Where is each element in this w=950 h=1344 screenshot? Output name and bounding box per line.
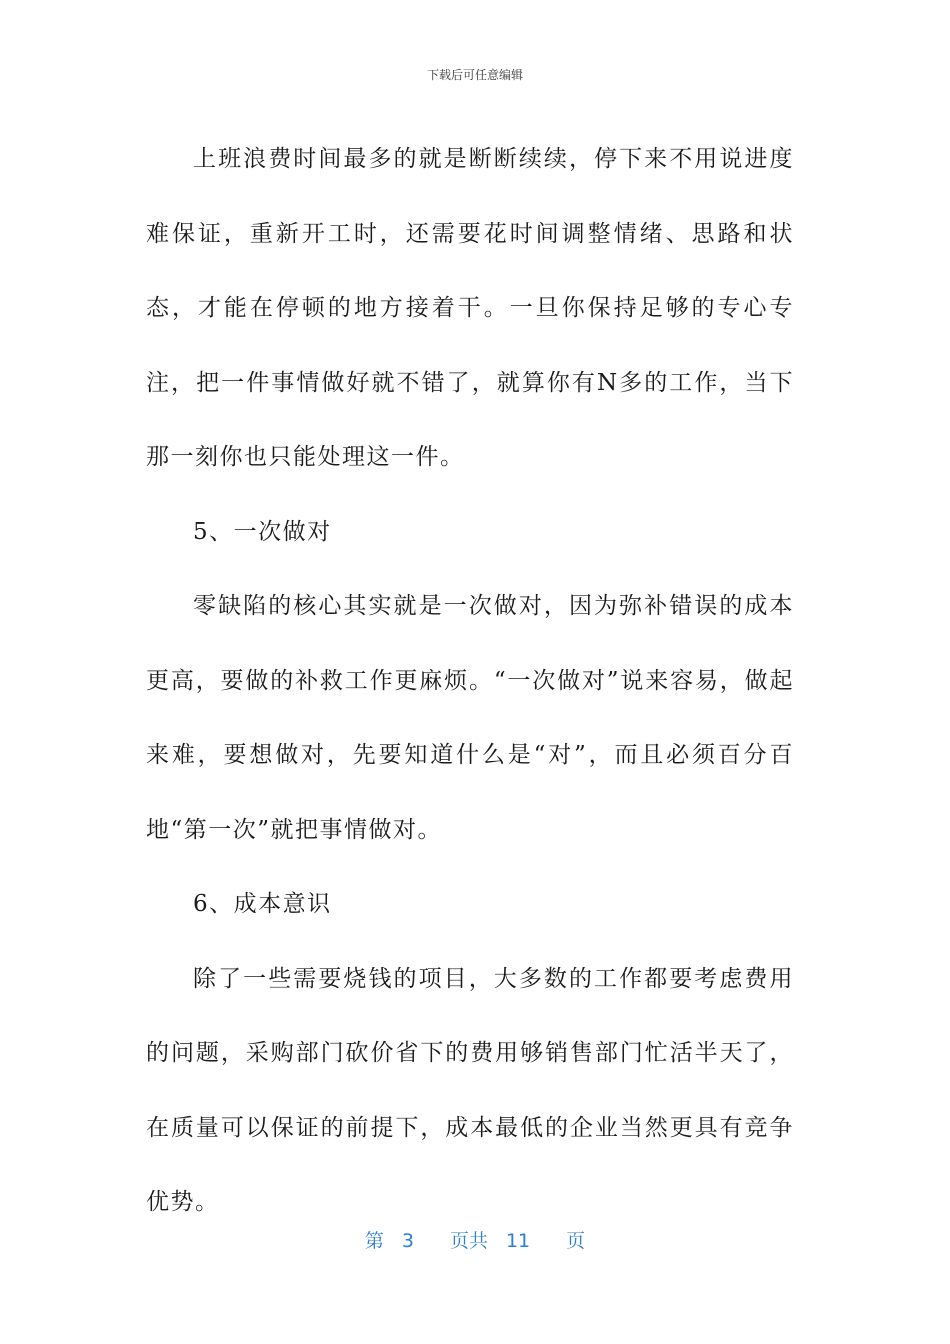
heading-do-it-right: 5、一次做对 xyxy=(193,518,332,545)
document-body xyxy=(146,122,794,1240)
footer-prefix: 第 xyxy=(364,1230,384,1252)
page-footer xyxy=(0,1226,950,1253)
header-note: 下载后可任意编辑 xyxy=(426,68,523,82)
heading-cost-awareness: 6、成本意识 xyxy=(193,891,332,917)
footer-total-pages: 11 xyxy=(505,1230,531,1252)
paragraph-cost: 除了一些需要烧钱的项目，大多数的工作都要考虑费用的问题，采购部门砍价省下的费用够销售部门忙活半天了，在质量可以保证的前提下，成本最低的企业当然更具有竞争优势。 xyxy=(146,965,794,1215)
paragraph-zero-defects: 零缺陷的核心其实就是一次做对，因为弥补错误的成本更高，要做的补救工作更麻烦。“一次做对”说来容易，做起来难，要想做对，先要知道什么是“对”，而且必须百分百地“第一次”就把事情做对。 xyxy=(146,593,794,843)
footer-middle: 页共 xyxy=(449,1230,488,1252)
footer-suffix: 页 xyxy=(566,1230,586,1252)
footer-current-page: 3 xyxy=(401,1230,414,1252)
paragraph-focus: 上班浪费时间最多的就是断断续续，停下来不用说进度难保证，重新开工时，还需要花时间调整情绪、思路和状态，才能在停顿的地方接着干。一旦你保持足够的专心专注，把一件事情做好就不错了，就算你有N多的工作，当下那一刻你也只能处理这一件。 xyxy=(146,146,794,470)
